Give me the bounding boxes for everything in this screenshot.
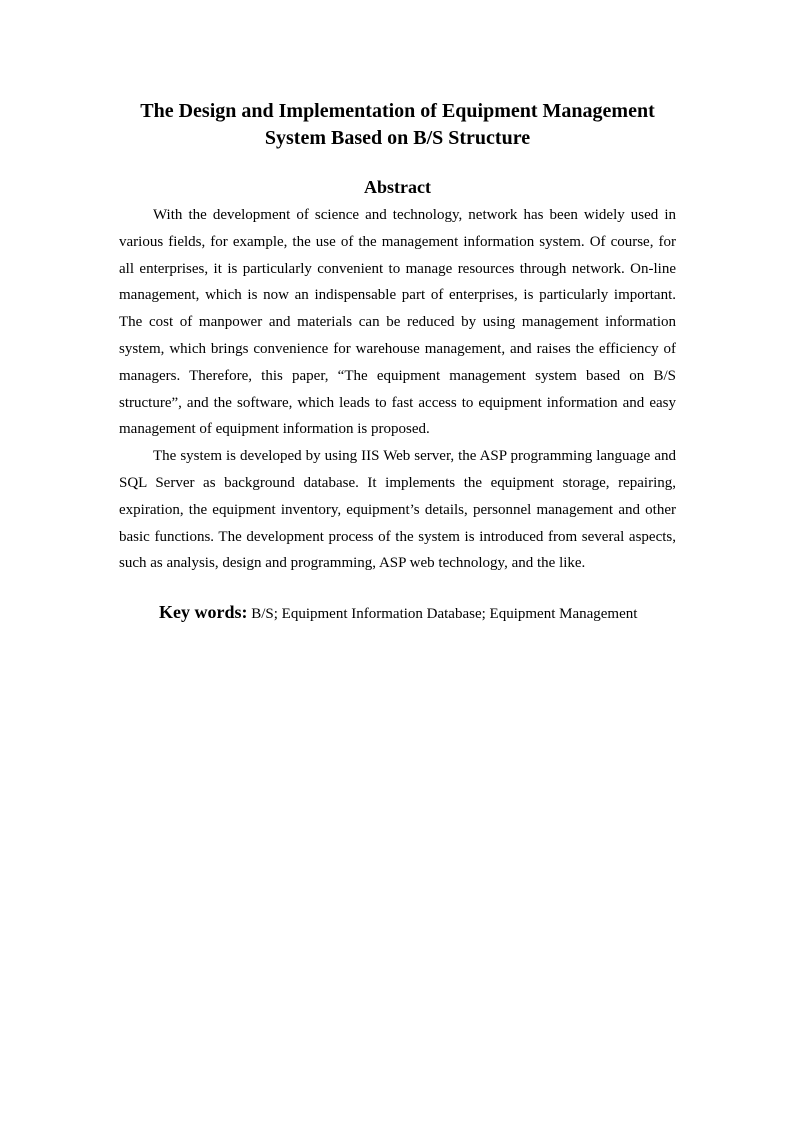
- abstract-heading: Abstract: [364, 177, 431, 197]
- title-line-1: The Design and Implementation of Equipment Management: [140, 100, 655, 122]
- document-title: [119, 98, 676, 152]
- keywords-line: [119, 599, 676, 627]
- title-line-2: System Based on B/S Structure: [264, 127, 531, 149]
- keywords-label: Key words:: [159, 602, 248, 623]
- abstract-paragraph-2: The system is developed by using IIS Web server, the ASP programming language and SQL Server as background database. It implements the equipment storage, repairing, expiration, the equipment inventory, equipment’s details, personnel management and other basic functions. The development process of the system is introduced from several aspects, such as analysis, design and programming, ASP web technology, and the like.: [119, 448, 676, 572]
- keywords-text: B/S; Equipment Information Database; Equipment Management: [247, 606, 638, 623]
- document-page: [119, 98, 676, 627]
- abstract-paragraph-1: With the development of science and technology, network has been widely used in various fields, for example, the use of the management information system. Of course, for all enterprises, it is particularly convenient to manage resources through network. On-line management, which is now an indispensable part of enterprises, is particularly important. The cost of manpower and materials can be reduced by using management information system, which brings convenience for warehouse management, and raises the efficiency of managers. Therefore, this paper, “The equipment management system based on B/S structure”, and the software, which leads to fast access to equipment information and easy management of equipment information is proposed.: [119, 207, 676, 438]
